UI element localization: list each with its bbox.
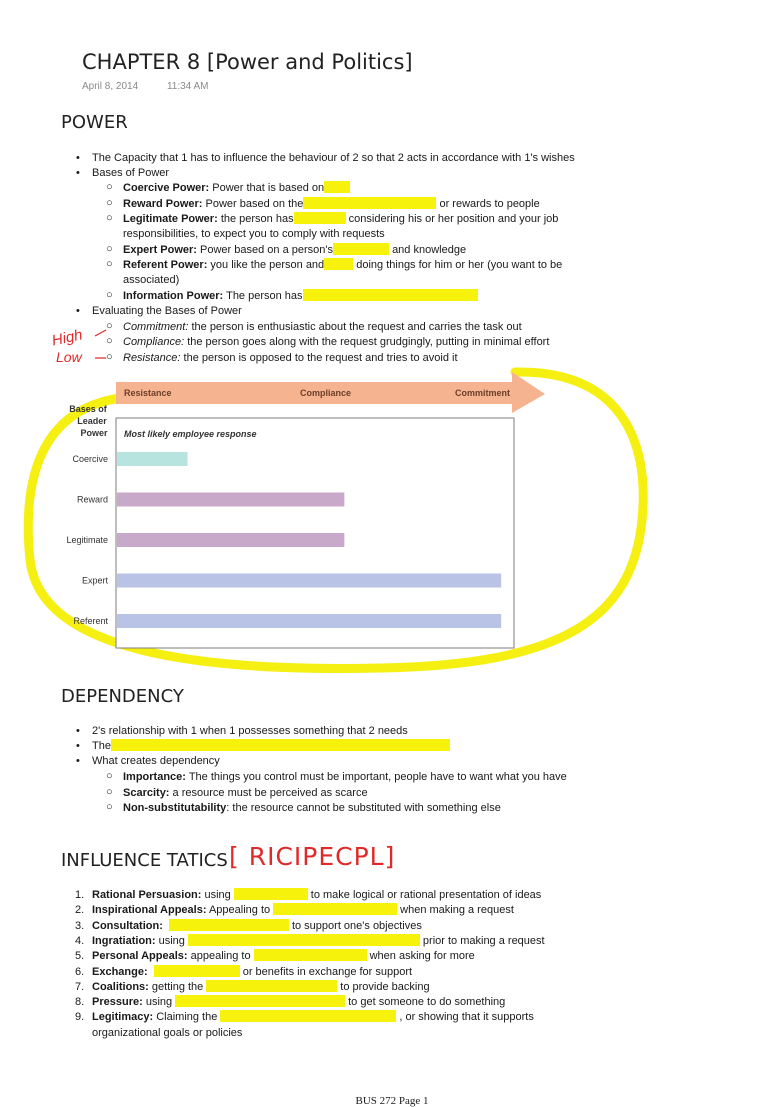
- influence-item: [75, 995, 505, 1009]
- item-term: Legitimacy:: [92, 1011, 154, 1024]
- sub-bullet: ○: [106, 181, 113, 193]
- power-heading: POWER: [61, 112, 128, 133]
- reward-tail: or rewards to people: [439, 198, 540, 210]
- highlight-blank: [220, 1010, 396, 1022]
- dep-item2: [92, 739, 450, 753]
- coercive-term: Coercive Power:: [123, 182, 210, 194]
- item-post: to get someone to do something: [348, 996, 506, 1009]
- reward-item: [123, 197, 540, 211]
- bar-expert: [117, 574, 501, 588]
- item-pre: appealing to: [190, 950, 251, 963]
- item-post: or benefits in exchange for support: [242, 965, 413, 978]
- category-label-legitimate: Legitimate: [66, 535, 108, 545]
- resist-term: Resistance:: [123, 352, 181, 364]
- page-title: CHAPTER 8 [Power and Politics]: [82, 50, 413, 74]
- referent-text: you like the person and: [210, 259, 325, 271]
- power-response-chart: [0, 300, 784, 685]
- dep-item2-text: The: [92, 740, 111, 752]
- highlight-blank: [206, 980, 337, 992]
- dependency-heading: DEPENDENCY: [61, 686, 184, 707]
- scarcity-term: Scarcity:: [123, 787, 170, 799]
- item-post: to provide backing: [340, 980, 430, 993]
- sub-bullet: ○: [106, 320, 113, 332]
- sub-bullet: ○: [106, 335, 113, 347]
- referent-tail: doing things for him or her (you want to be: [356, 259, 563, 271]
- bullet-dot: •: [76, 725, 80, 737]
- reward-text: Power based on the: [205, 198, 304, 210]
- expert-text: Power based on a person's: [200, 244, 333, 256]
- nonsub-text: : the resource cannot be substituted with something else: [226, 802, 501, 814]
- sub-bullet: ○: [106, 258, 113, 270]
- item-post: , or showing that it supports: [399, 1011, 534, 1024]
- item-post: prior to making a request: [422, 934, 545, 947]
- influence-item9-line2: organizational goals or policies: [92, 1027, 243, 1039]
- highlight-blank: [188, 934, 420, 946]
- legit-item: [123, 212, 558, 226]
- sub-bullet: ○: [106, 770, 113, 782]
- nonsub-item: [123, 801, 501, 815]
- eval-label: Evaluating the Bases of Power: [92, 305, 242, 317]
- item-number: 2.: [75, 904, 85, 917]
- arrow-label-resistance: Resistance: [124, 388, 172, 398]
- arrow-label-commitment: Commitment: [455, 388, 511, 398]
- bullet-dot: •: [76, 755, 80, 767]
- item-term: Pressure:: [92, 996, 143, 1009]
- handwritten-note: [ RICIPECPL]: [229, 842, 396, 871]
- commit-term: Commitment:: [123, 321, 189, 333]
- importance-item: [123, 770, 567, 784]
- ylabel-line: Leader: [77, 416, 107, 426]
- nonsub-term: Non-substitutability: [123, 802, 227, 814]
- influence-item: [75, 919, 422, 933]
- influence-item: [75, 949, 475, 963]
- item-term: Consultation:: [92, 919, 163, 932]
- note-arrows: [95, 330, 106, 358]
- inner-label: Most likely employee response: [124, 429, 257, 439]
- bar-coercive: [117, 452, 188, 466]
- influence-item: [75, 1010, 534, 1024]
- bullet-dot: •: [76, 167, 80, 179]
- influence-item: [75, 934, 545, 948]
- page-time: 11:34 AM: [166, 81, 209, 92]
- highlight-blank: [169, 919, 289, 931]
- item-number: 9.: [75, 1011, 85, 1024]
- legit-term: Legitimate Power:: [123, 213, 218, 225]
- power-definition: The Capacity that 1 has to influence the behaviour of 2 so that 2 acts in accordance with 1's wishes: [92, 152, 575, 164]
- influence-item: [75, 965, 412, 979]
- referent-term: Referent Power:: [123, 259, 208, 271]
- item-term: Rational Persuasion:: [92, 889, 202, 901]
- highlight-blank: [154, 965, 240, 977]
- expert-tail: and knowledge: [392, 244, 467, 256]
- commit-text: the person is enthusiastic about the request and carries the task out: [191, 321, 522, 333]
- item-post: to support one's objectives: [291, 919, 422, 932]
- item-pre: Appealing to: [208, 904, 271, 917]
- item-pre: using: [145, 996, 173, 1009]
- bullet-dot: •: [76, 740, 80, 752]
- highlight-blank: [294, 212, 346, 224]
- category-label-reward: Reward: [76, 494, 108, 505]
- highlight-blank: [234, 888, 308, 900]
- bullet-dot: •: [76, 305, 80, 317]
- item-term: Personal Appeals:: [92, 950, 188, 963]
- sub-bullet: ○: [106, 786, 113, 798]
- info-text: The person has: [226, 290, 303, 302]
- importance-term: Importance:: [123, 771, 186, 783]
- comply-term: Compliance:: [123, 336, 185, 348]
- item-post: when making a request: [400, 904, 514, 917]
- resist-text: the person is opposed to the request and tries to avoid it: [183, 352, 458, 364]
- expert-term: Expert Power:: [123, 244, 197, 256]
- expert-item: [123, 243, 466, 257]
- scarcity-item: [123, 786, 368, 800]
- legit-tail: considering his or her position and your job: [348, 213, 559, 225]
- page-date: April 8, 2014: [82, 81, 139, 92]
- reward-term: Reward Power:: [123, 198, 203, 210]
- sub-bullet: ○: [106, 351, 113, 363]
- influence-item: [75, 980, 430, 994]
- bar-legitimate: [117, 533, 344, 547]
- legit-text: the person has: [220, 213, 294, 225]
- item-number: 3.: [75, 919, 85, 932]
- item-term: Inspirational Appeals:: [92, 904, 207, 917]
- bases-label: Bases of Power: [92, 167, 170, 179]
- ylabel-line: Power: [80, 428, 108, 438]
- category-label-coercive: Coercive: [72, 454, 108, 464]
- highlight-blank: [273, 903, 397, 915]
- page-footer: BUS 272 Page 1: [355, 1095, 429, 1107]
- ylabel-line: Bases of: [69, 404, 107, 414]
- scarcity-text: a resource must be perceived as scarce: [172, 787, 368, 799]
- note-high: High: [50, 326, 85, 350]
- arrow-label-compliance: Compliance: [300, 388, 352, 398]
- bullet-dot: •: [76, 152, 80, 164]
- item-number: 7.: [75, 980, 85, 993]
- item-term: Coalitions:: [92, 980, 149, 993]
- item-post: to make logical or rational presentation of ideas: [310, 889, 542, 901]
- coercive-item: [123, 181, 350, 195]
- influence-heading: INFLUENCE TATICS: [61, 850, 228, 871]
- bar-reward: [117, 493, 344, 507]
- importance-text: The things you control must be important, people have to want what you have: [188, 771, 567, 783]
- item-number: 6.: [75, 965, 85, 978]
- dep-item1: 2's relationship with 1 when 1 possesses something that 2 needs: [92, 725, 408, 737]
- category-label-expert: Expert: [81, 575, 108, 586]
- item-term: Ingratiation:: [92, 934, 156, 947]
- comply-text: the person goes along with the request grudgingly, putting in minimal effort: [187, 336, 550, 348]
- item-pre: using: [158, 934, 185, 947]
- page-meta: [82, 81, 234, 92]
- category-label-referent: Referent: [73, 616, 108, 626]
- item-number: 8.: [75, 996, 85, 1009]
- item-pre: Claiming the: [156, 1011, 218, 1024]
- influence-item: [75, 888, 541, 902]
- coercive-text: Power that is based on: [212, 182, 325, 194]
- sub-bullet: ○: [106, 243, 113, 255]
- dep-item3: What creates dependency: [92, 755, 220, 767]
- sub-bullet: ○: [106, 801, 113, 813]
- highlight-blank: [333, 243, 389, 255]
- highlight-blank: [324, 258, 353, 270]
- sub-bullet: ○: [106, 289, 113, 301]
- influence-item: [75, 903, 514, 917]
- item-pre: using: [204, 889, 231, 901]
- item-number: 5.: [75, 950, 85, 963]
- referent-item: [123, 258, 562, 272]
- item-number: 4.: [75, 934, 85, 947]
- legit-line2: responsibilities, to expect you to comply with requests: [123, 228, 385, 240]
- item-number: 1.: [75, 889, 85, 901]
- highlight-blank: [175, 995, 345, 1007]
- highlight-blank: [324, 181, 350, 193]
- sub-bullet: ○: [106, 197, 113, 209]
- referent-line2: associated): [123, 274, 180, 286]
- highlight-blank: [254, 949, 367, 961]
- highlight-blank: [111, 739, 450, 751]
- item-pre: getting the: [151, 980, 204, 993]
- bar-referent: [117, 614, 501, 628]
- sub-bullet: ○: [106, 212, 113, 224]
- info-term: Information Power:: [123, 290, 224, 302]
- note-low: Low: [56, 349, 82, 365]
- item-post: when asking for more: [369, 950, 475, 963]
- highlight-blank: [303, 197, 436, 209]
- item-term: Exchange:: [92, 965, 148, 978]
